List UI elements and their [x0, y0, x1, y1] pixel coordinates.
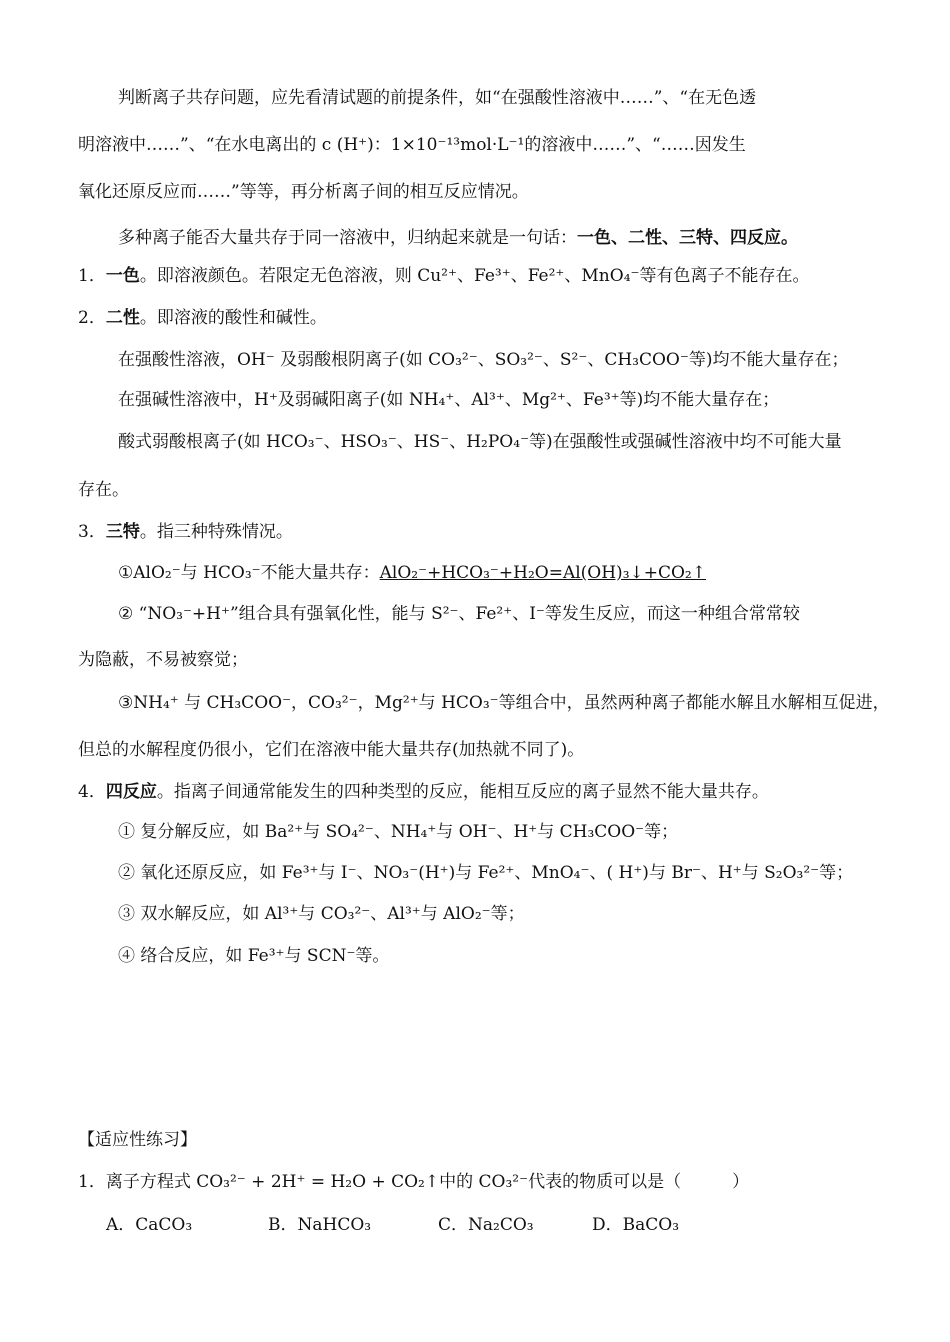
list-item: ③ 双水解反应，如 Al³⁺与 CO₃²⁻、Al³⁺与 AlO₂⁻等； [118, 904, 525, 924]
paragraph-line: 但总的水解程度仍很小，它们在溶液中能大量共存(加热就不同了)。 [78, 740, 585, 760]
summary-bold: 一色、二性、三特、四反应。 [577, 228, 798, 248]
section-number: 1． [78, 266, 106, 286]
section-heading: 三特 [105, 522, 140, 542]
summary-paragraph [118, 226, 798, 250]
section-heading: 二性 [105, 308, 140, 328]
section-number: 3． [78, 522, 106, 542]
section-1 [78, 264, 809, 288]
paragraph-line: 氧化还原反应而……”等等，再分析离子间的相互反应情况。 [78, 182, 529, 202]
section-text: 。即溶液颜色。若限定无色溶液，则 Cu²⁺、Fe³⁺、Fe²⁺、MnO₄⁻等有色离子不能存在。 [139, 266, 810, 286]
paragraph-line: 为隐蔽，不易被察觉； [78, 650, 248, 670]
paragraph-line: ③NH₄⁺ 与 CH₃COO⁻，CO₃²⁻，Mg²⁺与 HCO₃⁻等组合中，虽然两种离子都能水解且水解相互促进， [118, 693, 890, 713]
practice-title: 【适应性练习】 [78, 1130, 197, 1150]
paragraph-line: 判断离子共存问题，应先看清试题的前提条件，如“在强酸性溶液中……”、“在无色透 [118, 88, 757, 108]
section-text: 。即溶液的酸性和碱性。 [139, 308, 327, 328]
list-item: ④ 络合反应，如 Fe³⁺与 SCN⁻等。 [118, 946, 390, 966]
summary-text: 多种离子能否大量共存于同一溶液中，归纳起来就是一句话： [118, 228, 577, 248]
section-text: 。指三种特殊情况。 [139, 522, 293, 542]
section-number: 4． [78, 782, 106, 802]
option-c: C．Na₂CO₃ [438, 1215, 534, 1235]
paragraph-line: 在强酸性溶液，OH⁻ 及弱酸根阴离子(如 CO₃²⁻、SO₃²⁻、S²⁻、CH₃COO⁻等)均不能大量存在； [118, 350, 849, 370]
case-text: ①AlO₂⁻与 HCO₃⁻不能大量共存： [118, 563, 380, 583]
section-number: 2． [78, 308, 106, 328]
paragraph-line: 酸式弱酸根离子(如 HCO₃⁻、HSO₃⁻、HS⁻、H₂PO₄⁻等)在强酸性或强碱性溶液中均不可能大量 [118, 432, 842, 452]
list-item: ① 复分解反应，如 Ba²⁺与 SO₄²⁻、NH₄⁺与 OH⁻、H⁺与 CH₃COO⁻等； [118, 822, 679, 842]
section-2 [78, 306, 327, 330]
special-case-1 [118, 561, 706, 585]
paragraph-line: ② “NO₃⁻+H⁺”组合具有强氧化性，能与 S²⁻、Fe²⁺、I⁻等发生反应，而这一种组合常常较 [118, 604, 800, 624]
section-heading: 一色 [105, 266, 140, 286]
equation: AlO₂⁻+HCO₃⁻+H₂O=Al(OH)₃↓+CO₂↑ [379, 563, 706, 583]
list-item: ② 氧化还原反应，如 Fe³⁺与 I⁻、NO₃⁻(H⁺)与 Fe²⁺、MnO₄⁻、( H⁺)与 Br⁻、H⁺与 S₂O₃²⁻等； [118, 863, 854, 883]
option-b: B．NaHCO₃ [268, 1215, 372, 1235]
paragraph-line: 存在。 [78, 480, 129, 500]
question-1: 1．离子方程式 CO₃²⁻ + 2H⁺ = H₂O + CO₂↑中的 CO₃²⁻代表的物质可以是（ ） [78, 1172, 750, 1192]
section-text: 。指离子间通常能发生的四种类型的反应，能相互反应的离子显然不能大量共存。 [156, 782, 769, 802]
section-heading: 四反应 [105, 782, 157, 802]
section-3 [78, 520, 293, 544]
paragraph-line: 在强碱性溶液中，H⁺及弱碱阳离子(如 NH₄⁺、Al³⁺、Mg²⁺、Fe³⁺等)均不能大量存在； [118, 390, 780, 410]
option-d: D．BaCO₃ [592, 1215, 680, 1235]
option-a: A．CaCO₃ [106, 1215, 193, 1235]
paragraph-line: 明溶液中……”、“在水电离出的 c (H⁺)：1×10⁻¹³mol·L⁻¹的溶液中……”、“……因发生 [78, 135, 746, 155]
section-4 [78, 780, 769, 804]
